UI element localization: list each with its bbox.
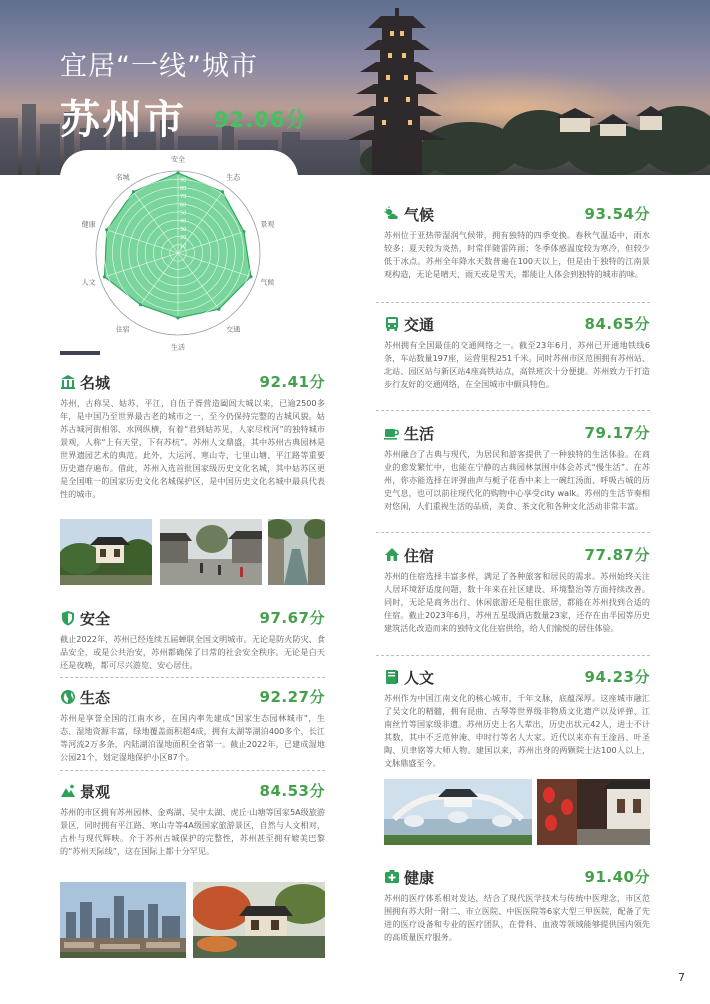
photo-garden-autumn: [193, 882, 325, 958]
radar-point: [176, 171, 179, 174]
city-name: 苏州市: [60, 96, 186, 143]
divider: [376, 302, 650, 303]
mountain-icon: [60, 783, 76, 799]
section-score: 94.23分: [584, 668, 650, 686]
radar-point: [139, 303, 142, 306]
divider: [60, 770, 325, 771]
bus-icon: [384, 316, 400, 332]
radar-chart-card: [60, 150, 298, 360]
radar-ring-label: 90: [180, 177, 187, 184]
section-score: 92.41分: [259, 373, 325, 391]
section-score: 77.87分: [584, 546, 650, 564]
medical-kit-icon: [384, 869, 400, 885]
section-text: 截止2022年，苏州已经连续五届蝉联全国文明城市。无论是防火防灾、食品安全，或是公共治安，苏州都确保了日常的社会安全秩序。无论是白天还是夜晚，都可尽兴游览、安心居住。: [60, 634, 325, 670]
section-text: 苏州作为中国江南文化的核心城市，千年文脉，底蕴深厚。这座城市融汇了吴文化的精髓，拥有昆曲、古琴等世界级非物质文化遗产以及评弹、江南丝竹等国家级非遗。苏州历史上名人辈出，历史出状元42人，进士不计其数，其中不乏范仲淹、申时行等名人大家。近代以来亦有王淦昌、叶圣陶、贝聿铭等大师人物。建国以来，苏州出身的两颗院士达100人以上，文脉鼎盛至今。: [384, 693, 650, 768]
radar-axis-label: 名城: [115, 173, 130, 182]
radar-point: [103, 275, 106, 278]
section-anquan: [60, 607, 325, 672]
radar-axis-label: 住宿: [115, 325, 130, 334]
section-name: 景观: [80, 783, 111, 801]
house-icon: [384, 547, 400, 563]
coffee-cup-icon: [384, 425, 400, 441]
weather-icon: [384, 206, 400, 222]
globe-leaf-icon: [60, 689, 76, 705]
book-icon: [384, 669, 400, 685]
radar-axis-label: 健康: [81, 220, 96, 229]
section-score: 92.27分: [259, 688, 325, 706]
radar-axis-label: 气候: [260, 278, 275, 287]
radar-ring-label: 80: [180, 185, 187, 192]
building-icon: [60, 374, 76, 390]
section-name: 生活: [404, 425, 435, 443]
section-jiankang: [384, 866, 650, 944]
divider: [376, 532, 650, 533]
shield-icon: [60, 610, 76, 626]
overall-score: 92.06分: [214, 108, 308, 132]
section-score: 84.53分: [259, 782, 325, 800]
radar-point: [176, 316, 179, 319]
photo-old-street-rain: [160, 519, 262, 585]
section-renwen: [384, 666, 650, 770]
divider: [376, 655, 650, 656]
radar-ring-label: 70: [180, 194, 187, 201]
radar-point: [132, 190, 135, 193]
radar-ring-label: 10: [180, 243, 187, 250]
section-shenghuo: [384, 422, 650, 513]
photo-canal: [268, 519, 325, 585]
radar-ring-label: 20: [180, 235, 187, 242]
section-shengtai: [60, 686, 325, 764]
section-name: 安全: [80, 610, 111, 628]
section-qihou: [384, 203, 650, 281]
divider: [376, 410, 650, 411]
radar-point: [249, 275, 252, 278]
section-text: 苏州的住宿选择丰富多样，满足了各种旅客和居民的需求。苏州始终关注人居环境舒适度问题，数十年来在社区建设、环境整治等方面持续改善。同时，无论是商务出行、休闲旅游还是租住旅居，都能在苏州找到合适的住宿。截止2023年6月，苏州五星级酒店数量23家，还存在由半园等历史建筑活化改造而来的独特文化住宿供给，给人们愉悦的居住体验。: [384, 571, 650, 633]
hero-banner: [0, 0, 710, 175]
radar-ring-label: 40: [180, 218, 187, 225]
section-name: 生态: [80, 689, 111, 707]
radar-axis-label: 交通: [226, 325, 241, 334]
section-name: 交通: [404, 316, 435, 334]
radar-point: [105, 228, 108, 231]
radar-axis-label: 景观: [260, 220, 275, 229]
section-score: 97.67分: [259, 609, 325, 627]
radar-ring-label: 50: [180, 210, 187, 217]
hero-title: 宜居“一线”城市: [60, 51, 258, 82]
radar-point: [221, 190, 224, 193]
radar-axis-label: 生活: [171, 343, 185, 352]
page-number: 7: [678, 971, 685, 984]
radar-point: [217, 308, 220, 311]
photo-city-skyline: [60, 882, 186, 958]
radar-axis-label: 生态: [226, 173, 241, 182]
section-name: 健康: [404, 869, 435, 887]
section-text: 苏州位于亚热带湿润气候带，拥有独特的四季变换。春秋气温适中，雨水较多；夏天较为炎热，时常伴随雷阵雨；冬季体感温度较为寒冷，但较少低于冰点。苏州全年降水天数普遍在100天以上，但是由于独特的江南景观构造，无论是晴天、雨天或是雪天，都能让人体会到独特的城市韵味。: [384, 230, 650, 279]
section-name: 名城: [80, 374, 111, 392]
section-jiaotong: [384, 313, 650, 391]
radar-axis-label: 安全: [171, 155, 185, 164]
accent-bar: [60, 351, 100, 355]
radar-chart: [60, 150, 298, 360]
section-text: 苏州拥有全国最佳的交通网络之一。截至23年6月，苏州已开通地铁线6条，车站数量197座，运营里程251千米。同时苏州市区范围拥有苏州站、北站、园区站与新区站4座高铁站点，高铁班次十分便捷。苏州致力于打造步行友好的交通网络，在全国城市中颇具特色。: [384, 340, 650, 389]
radar-ring-label: 30: [180, 226, 187, 233]
section-text: 苏州的市区拥有苏州园林、金鸡湖、吴中太湖、虎丘·山塘等国家5A级旅游景区，同时拥有平江路、寒山寺等4A级国家旅游景区，自然与人文相对，古朴与现代辉映。介于苏州古城保护的完整性，苏州甚至拥有媲美巴黎的“苏州天际线”，这在国际上都十分罕见。: [60, 807, 325, 856]
section-jingguan: [60, 780, 325, 858]
section-name: 住宿: [404, 547, 435, 565]
section-score: 79.17分: [584, 424, 650, 442]
section-score: 93.54分: [584, 205, 650, 223]
section-score: 91.40分: [584, 868, 650, 886]
section-mingcheng: [60, 371, 325, 501]
section-name: 人文: [404, 669, 435, 687]
photo-bridge: [384, 779, 532, 845]
radar-ring-label: 60: [180, 202, 187, 209]
radar-axis-label: 人文: [81, 278, 96, 287]
photo-garden-pavilion: [60, 519, 152, 585]
section-text: 苏州是享誉全国的江南水乡，在国内率先建成“国家生态园林城市”，生态、湿地资源丰富，绿地覆盖面积超4成，拥有太湖等湖泊400多个，长江等河流2万多条，内陆湖泊湿地面积全省第一。截止2022年，已建成湿地公园21个，划定湿地保护小区87个。: [60, 713, 325, 762]
section-zhusu: [384, 544, 650, 635]
section-score: 84.65分: [584, 315, 650, 333]
section-text: 苏州融合了古典与现代，为居民和游客提供了一种独特的生活体验。在商业的愈发繁忙中，也能在宁静的古典园林氛围中体会苏式“慢生活”。在苏州，你亦能选择在评弹曲声与栀子花香中来上一碗红汤面、呼吸古城的历史气息，也可以前往现代化的购物中心享受city walk。苏州的生活节奏相对悠闲，人们重视生活的品质，美食、茶文化和各种文化活动非常丰富。: [384, 449, 650, 511]
photo-lanterns: [537, 779, 650, 845]
radar-point: [242, 230, 245, 233]
section-text: 苏州的医疗体系相对发达，结合了现代医学技术与传统中医理念，市区范围拥有苏大附一附二、市立医院、中医医院等6家大型三甲医院，配备了先进的医疗设备和专业的医疗团队，在骨科、血液等领域能够提供国内领先的高质量医疗服务。: [384, 893, 650, 942]
section-name: 气候: [404, 206, 435, 224]
divider: [60, 677, 325, 678]
section-text: 苏州，古称吴、姑苏、平江，自伍子胥营造阖闾大城以来，已逾2500多年，是中国乃至世界最古老的城市之一，至今仍保持完整的古城风貌。姑苏古城河街相邻、水网纵横，有着“君到姑苏见，人家尽枕河”的独特城市景观，人称“上有天堂，下有苏杭”。苏州人文鼎盛，其中苏州古典园林是世界遗园艺术的典范。此外，大运河、寒山寺、七里山塘、平江路等重要历史遗存遍布。借此，苏州入选首批国家级历史文化名城，其中姑苏区更是全国唯一的国家历史文化名城保护区，是中国历史文化名城中最具代表性的城市。: [60, 398, 325, 499]
